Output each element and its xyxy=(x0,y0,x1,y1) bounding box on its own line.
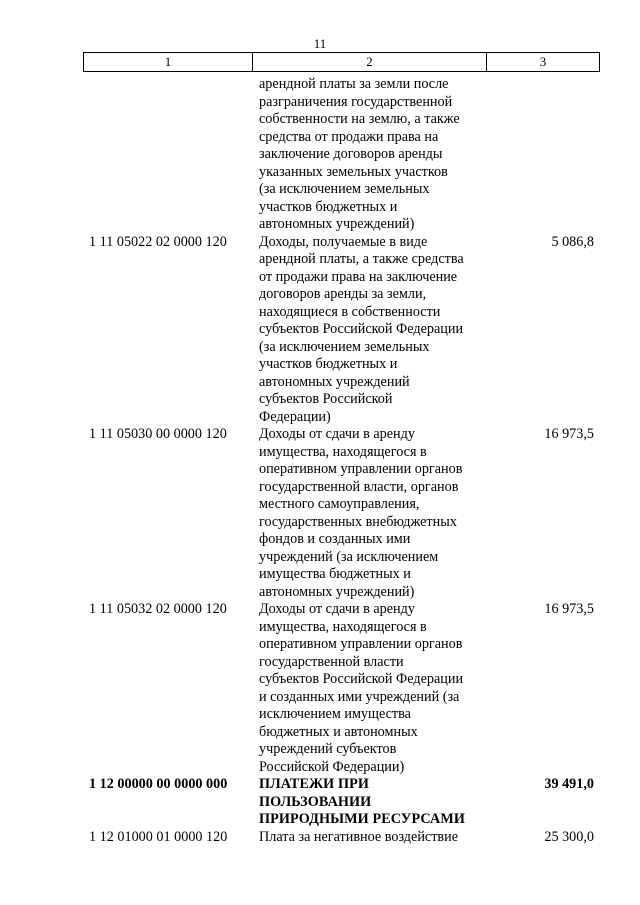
description-line: автономных учреждений) xyxy=(259,216,415,232)
row-code: 1 12 00000 00 0000 000 xyxy=(89,776,228,792)
description-line: указанных земельных участков xyxy=(259,163,448,180)
description-line: автономных учреждений) xyxy=(259,583,415,600)
description-line: субъектов Российской xyxy=(259,391,393,407)
table-row xyxy=(0,601,640,776)
row-amount: 5 086,8 xyxy=(551,233,594,250)
description-line: оперативном управлении органов xyxy=(259,636,463,652)
description-line: находящиеся в собственности xyxy=(259,303,441,320)
description-line: учреждений субъектов xyxy=(259,741,397,757)
description-line: государственной власти, органов xyxy=(259,478,459,495)
row-code: 1 12 01000 01 0000 120 xyxy=(89,828,228,845)
description-line: государственной власти xyxy=(259,653,404,670)
row-description xyxy=(259,76,489,234)
row-description xyxy=(259,601,489,776)
header-cell-code: 1 xyxy=(84,53,253,71)
row-code: 1 11 05030 00 0000 120 xyxy=(89,426,227,442)
row-amount: 39 491,0 xyxy=(544,776,594,792)
description-line: и созданных ими учреждений (за xyxy=(259,688,460,705)
description-line: фондов и созданных ими xyxy=(259,531,411,547)
row-code xyxy=(0,76,259,234)
description-line: имущества бюджетных и xyxy=(259,566,411,582)
description-line: собственности на землю, а также xyxy=(259,111,460,127)
description-line: исключением имущества xyxy=(259,706,411,722)
table-row xyxy=(0,76,640,234)
description-line: участков бюджетных и xyxy=(259,356,398,372)
table-row xyxy=(0,426,640,601)
description-line: средства от продажи права на xyxy=(259,128,439,145)
description-line: ПРИРОДНЫМИ РЕСУРСАМИ xyxy=(259,811,465,827)
page-number: 11 xyxy=(313,36,327,51)
description-line: договоров аренды за земли, xyxy=(259,286,427,302)
description-line: субъектов Российской Федерации xyxy=(259,321,464,337)
row-description xyxy=(259,829,489,847)
description-line: местного самоуправления, xyxy=(259,496,420,512)
row-amount xyxy=(489,76,594,234)
description-line: автономных учреждений xyxy=(259,373,410,390)
row-amount: 16 973,5 xyxy=(544,601,594,617)
row-description xyxy=(259,776,489,829)
description-line: Российской Федерации) xyxy=(259,758,405,775)
description-line: арендной платы за земли после xyxy=(259,76,449,92)
description-line: от продажи права на заключение xyxy=(259,268,458,285)
description-line: ПОЛЬЗОВАНИИ xyxy=(259,793,372,810)
table-body xyxy=(0,76,640,846)
description-line: имущества, находящегося в xyxy=(259,618,427,635)
description-line: (за исключением земельных xyxy=(259,338,430,355)
header-cell-amount: 3 xyxy=(539,54,547,69)
table-header xyxy=(83,52,600,72)
row-amount: 16 973,5 xyxy=(544,426,594,442)
header-cell-description: 2 xyxy=(253,53,487,71)
description-line: заключение договоров аренды xyxy=(259,146,443,162)
description-line: Доходы, получаемые в виде xyxy=(259,233,428,250)
description-line: имущества, находящегося в xyxy=(259,443,427,460)
row-description xyxy=(259,426,489,601)
description-line: арендной платы, а также средства xyxy=(259,251,464,267)
description-line: Плата за негативное воздействие xyxy=(259,828,458,845)
description-line: разграничения государственной xyxy=(259,93,453,110)
description-line: Федерации) xyxy=(259,408,331,425)
row-description xyxy=(259,234,489,427)
description-line: Доходы от сдачи в аренду xyxy=(259,426,415,442)
table-row xyxy=(0,829,640,847)
description-line: бюджетных и автономных xyxy=(259,723,418,740)
description-line: участков бюджетных и xyxy=(259,198,398,215)
description-line: субъектов Российской Федерации xyxy=(259,671,464,687)
table-row xyxy=(0,234,640,427)
row-amount: 25 300,0 xyxy=(544,828,594,845)
row-code: 1 11 05032 02 0000 120 xyxy=(89,601,227,617)
description-line: государственных внебюджетных xyxy=(259,513,457,530)
description-line: Доходы от сдачи в аренду xyxy=(259,601,415,617)
description-line: оперативном управлении органов xyxy=(259,461,463,477)
description-line: (за исключением земельных xyxy=(259,181,430,197)
table-row xyxy=(0,776,640,829)
row-code: 1 11 05022 02 0000 120 xyxy=(89,233,227,250)
description-line: ПЛАТЕЖИ ПРИ xyxy=(259,776,369,792)
description-line: учреждений (за исключением xyxy=(259,548,439,565)
